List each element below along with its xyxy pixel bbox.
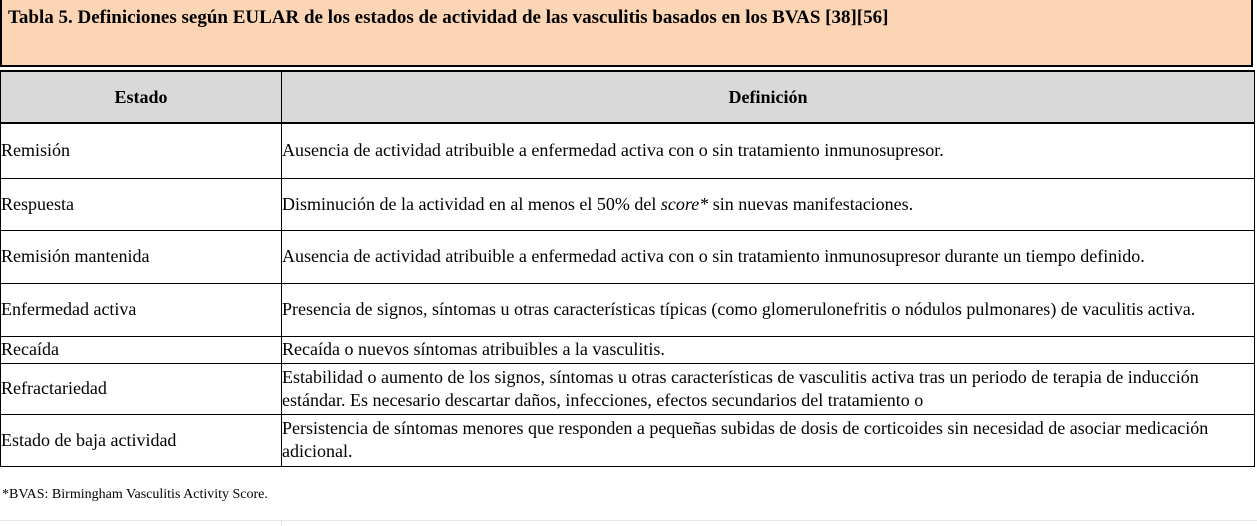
table-footnote: *BVAS: Birmingham Vasculitis Activity Score. bbox=[2, 487, 268, 502]
definition-cell bbox=[282, 363, 1255, 414]
definition-cell: Persistencia de síntomas menores que responden a pequeñas subidas de dosis de corticoides sin necesidad de asociar medicación adicional. bbox=[282, 414, 1255, 466]
state-cell: Enfermedad activa bbox=[1, 283, 282, 336]
definition-text: Disminución de la actividad en al menos el 50% del bbox=[282, 193, 661, 214]
state-cell: Remisión mantenida bbox=[1, 230, 282, 283]
state-cell: Recaída bbox=[1, 336, 282, 363]
table-row bbox=[1, 363, 1255, 414]
definition-italic-term: score* bbox=[660, 193, 709, 214]
table-title: Tabla 5. Definiciones según EULAR de los estados de actividad de las vasculitis basados en los BVAS [38][56] bbox=[8, 7, 889, 28]
definition-cell: Recaída o nuevos síntomas atribuibles a la vasculitis. bbox=[282, 336, 1255, 363]
table-row bbox=[1, 123, 1255, 178]
definition-cell: Ausencia de actividad atribuible a enfermedad activa con o sin tratamiento inmunosupresor. bbox=[282, 123, 1255, 178]
definition-text: Estabilidad o aumento de los signos, síntomas u otras características de vasculitis activa tras un periodo de terapia de inducción estándar. Es necesario descartar daños, infecciones, efectos secundarios del tratamiento o bbox=[282, 366, 1199, 410]
header-estado: Estado bbox=[1, 71, 282, 123]
eular-states-table bbox=[0, 70, 1255, 467]
definition-cell: Presencia de signos, síntomas u otras características típicas (como glomerulonefritis o nódulos pulmonares) de vaculitis activa. bbox=[282, 283, 1255, 336]
definition-cell: Ausencia de actividad atribuible a enfermedad activa con o sin tratamiento inmunosupresor durante un tiempo definido. bbox=[282, 230, 1255, 283]
definition-text: sin nuevas manifestaciones. bbox=[708, 193, 914, 214]
table-row bbox=[1, 230, 1255, 283]
table-title-band bbox=[0, 0, 1253, 67]
state-cell: Respuesta bbox=[1, 178, 282, 230]
state-cell: Estado de baja actividad bbox=[1, 414, 282, 466]
state-cell: Remisión bbox=[1, 123, 282, 178]
table-row bbox=[1, 336, 1255, 363]
state-cell: Refractariedad bbox=[1, 363, 282, 414]
table-row bbox=[1, 178, 1255, 230]
definition-cell bbox=[282, 178, 1255, 230]
header-definicion: Definición bbox=[282, 71, 1255, 123]
bottom-divider-tick bbox=[281, 520, 282, 526]
bottom-divider bbox=[0, 520, 1257, 521]
table-row bbox=[1, 283, 1255, 336]
header-row bbox=[1, 71, 1255, 123]
table-row bbox=[1, 414, 1255, 466]
